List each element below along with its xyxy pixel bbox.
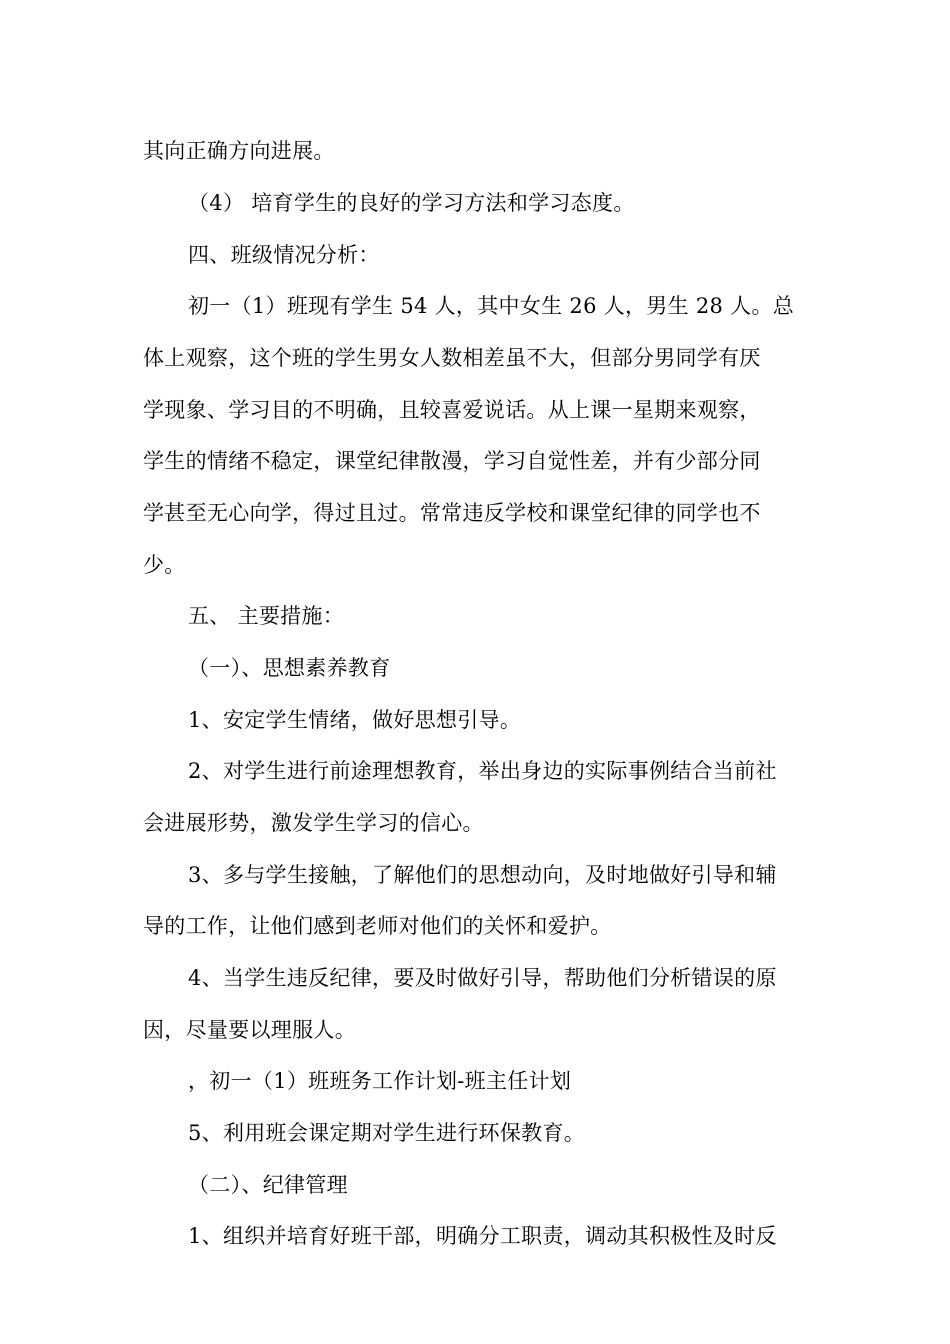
text-line: 2、对学生进行前途理想教育，举出身边的实际事例结合当前社 [188,759,777,783]
text-line: 少。 [143,553,186,577]
text-line: 1、组织并培育好班干部，明确分工职责，调动其积极性及时反 [188,1224,777,1248]
text-line: 因，尽量要以理服人。 [143,1018,356,1042]
text-line: 导的工作，让他们感到老师对他们的关怀和爱护。 [143,914,612,938]
text-line: 会进展形势，激发学生学习的信心。 [143,811,484,835]
text-line: 学现象、学习目的不明确，且较喜爱说话。从上课一星期来观察， [143,398,761,422]
text-line: ，初一（1）班班务工作计划-班主任计划 [188,1069,572,1093]
text-line: 3、多与学生接触，了解他们的思想动向，及时地做好引导和辅 [188,863,777,887]
subsection-heading: （一）、思想素养教育 [188,656,391,680]
text-line: 其向正确方向进展。 [143,139,335,163]
text-line: 学甚至无心向学，得过且过。常常违反学校和课堂纪律的同学也不 [143,501,761,525]
text-line: 初一（1）班现有学生 54 人，其中女生 26 人，男生 28 人。总 [188,294,795,318]
subsection-heading: （二）、纪律管理 [188,1173,348,1197]
text-line: 学生的情绪不稳定，课堂纪律散漫，学习自觉性差，并有少部分同 [143,449,761,473]
text-line: 4、当学生违反纪律，要及时做好引导，帮助他们分析错误的原 [188,966,777,990]
text-line: 体上观察，这个班的学生男女人数相差虽不大，但部分男同学有厌 [143,346,761,370]
section-heading: 四、班级情况分析： [188,243,380,267]
text-line: （4） 培育学生的良好的学习方法和学习态度。 [188,191,635,215]
text-line: 1、安定学生情绪，做好思想引导。 [188,708,522,732]
text-line: 5、利用班会课定期对学生进行环保教育。 [188,1121,586,1145]
section-heading: 五、 主要措施： [188,604,345,628]
